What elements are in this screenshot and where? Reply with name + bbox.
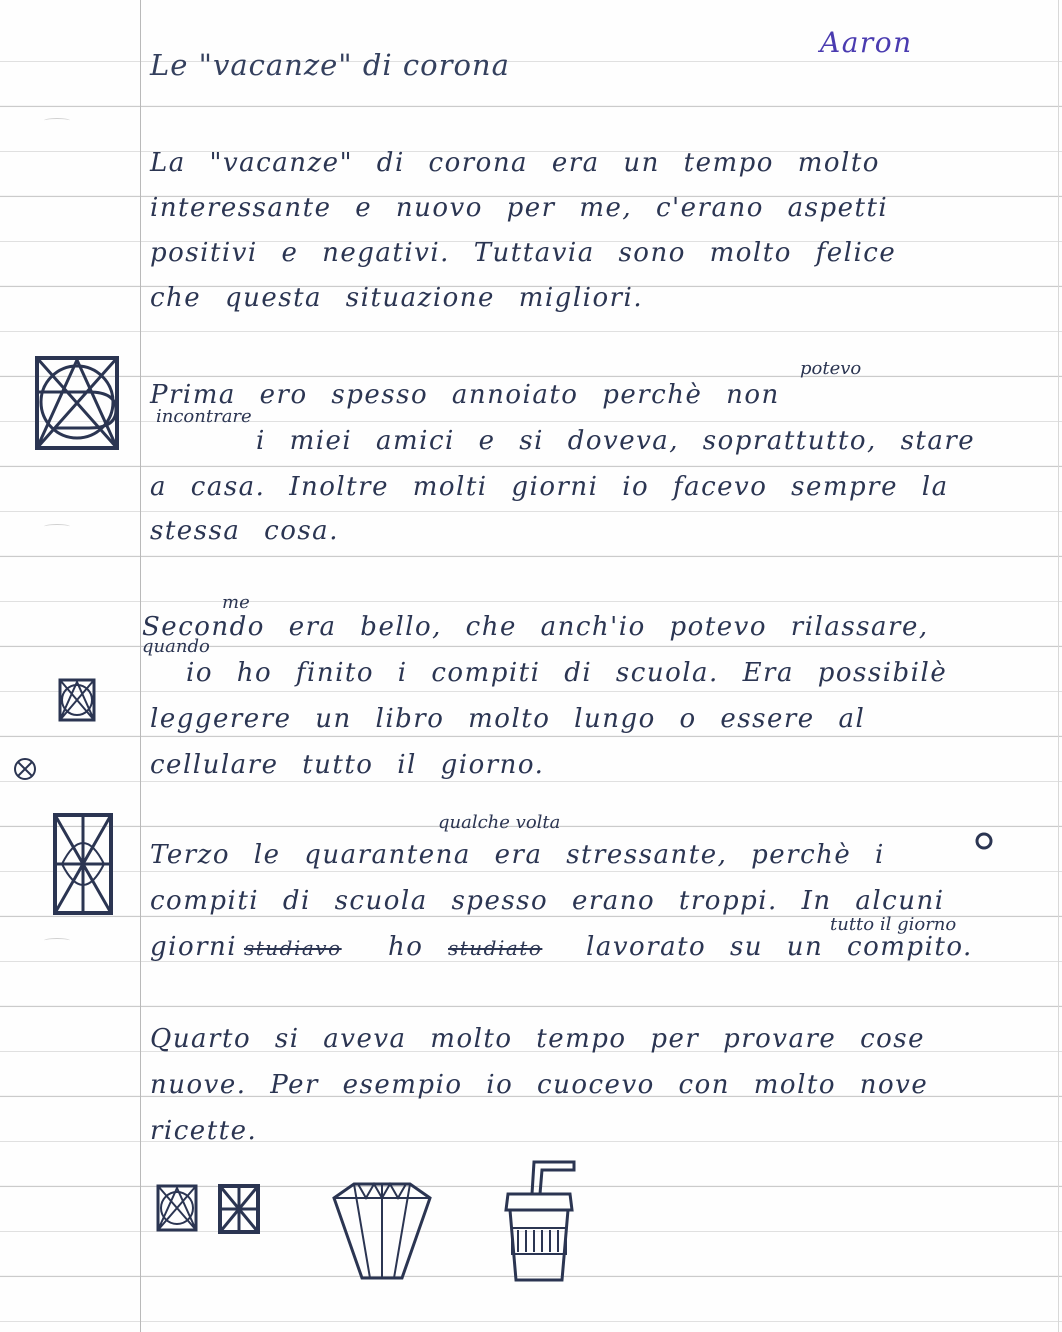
crossed-circle-doodle (12, 756, 38, 782)
paragraph-4-line-3-start: giorni (150, 932, 238, 962)
popcorn-bag-doodle (330, 1180, 434, 1284)
paragraph-5-line-2: nuove. Per esempio io cuocevo con molto nove (150, 1070, 929, 1100)
paragraph-1-line-1: La "vacanze" di corona era un tempo molto (150, 148, 880, 178)
page-title: Le "vacanze" di corona (150, 48, 510, 82)
paragraph-2-line-4: stessa cosa. (150, 516, 339, 546)
paragraph-3-line-1: Secondo era bello, che anch'io potevo rilassare, (142, 612, 929, 642)
small-circle-doodle (972, 830, 996, 852)
paragraph-4-line-1: Terzo le quarantena era stressante, perchè i (150, 840, 885, 870)
paragraph-4-line-2: compiti di scuola spesso erano troppi. In alcuni (150, 886, 945, 916)
monogram-doodle-bottom (156, 1184, 200, 1234)
paragraph-5-line-1: Quarto si aveva molto tempo per provare cose (150, 1024, 926, 1054)
paragraph-3-line-2: io ho finito i compiti di scuola. Era possibilè (186, 658, 948, 688)
paragraph-1-line-4: che questa situazione migliori. (150, 283, 644, 313)
window-doodle-bottom (218, 1184, 262, 1236)
insertion-potevo: potevo (800, 358, 862, 379)
margin-line (140, 0, 141, 1332)
paragraph-2-line-1: Prima ero spesso annoiato perchè non (150, 380, 780, 410)
window-doodle (52, 812, 116, 918)
struck-word-studiato: studiato (448, 936, 543, 960)
paragraph-2-line-3: a casa. Inoltre molti giorni io facevo sempre la (150, 472, 949, 502)
punch-hole (44, 524, 70, 529)
insertion-tutto-il-giorno: tutto il giorno (830, 914, 957, 935)
insertion-incontrare: incontrare (156, 406, 252, 427)
paragraph-4-line-3-mid: ho (388, 932, 424, 962)
struck-word-studiavo: studiavo (244, 936, 342, 960)
paragraph-4-line-3-end: lavorato su un compito. (586, 932, 973, 962)
punch-hole (44, 938, 70, 943)
insertion-quando: quando (142, 636, 210, 657)
paragraph-1-line-2: interessante e nuovo per me, c'erano aspetti (150, 193, 889, 223)
insertion-qualche-volta: qualche volta (438, 812, 561, 833)
monogram-doodle-small (58, 678, 98, 722)
monogram-doodle-large (34, 352, 124, 452)
insertion-me: me (222, 592, 250, 613)
punch-hole (44, 118, 70, 123)
paragraph-3-line-4: cellulare tutto il giorno. (150, 750, 545, 780)
paragraph-2-line-2: i miei amici e si doveva, soprattutto, stare (256, 426, 976, 456)
paragraph-1-line-3: positivi e negativi. Tuttavia sono molto felice (150, 238, 897, 268)
paragraph-3-line-3: leggerere un libro molto lungo o essere al (150, 704, 866, 734)
drink-cup-doodle (494, 1154, 584, 1286)
page-edge (1058, 0, 1059, 1332)
author-name: Aaron (820, 26, 913, 59)
paragraph-5-line-3: ricette. (150, 1116, 258, 1146)
